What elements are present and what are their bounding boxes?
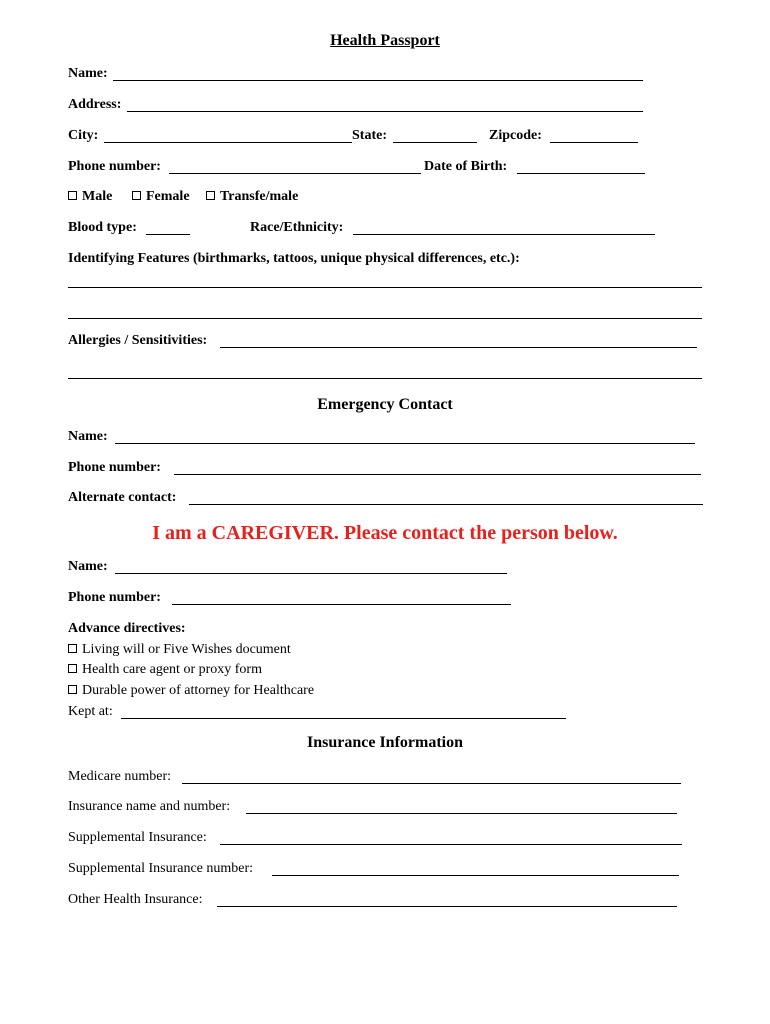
caregiver-phone-label: Phone number: xyxy=(68,590,161,605)
gender-option-female[interactable]: Female xyxy=(132,189,190,205)
alternate-contact-field[interactable] xyxy=(189,504,703,505)
directive-option-proxy-form[interactable]: Health care agent or proxy form xyxy=(68,662,262,678)
other-insurance-label: Other Health Insurance: xyxy=(68,892,203,907)
allergies-label: Allergies / Sensitivities: xyxy=(68,333,208,348)
city-field[interactable] xyxy=(104,142,352,143)
features-field-line-1[interactable] xyxy=(68,287,702,288)
kept-at-field[interactable] xyxy=(121,718,566,719)
proxy-form-checkbox[interactable] xyxy=(68,664,77,673)
allergies-field[interactable] xyxy=(220,347,697,348)
city-label: City: xyxy=(68,128,99,143)
transgender-checkbox[interactable] xyxy=(206,191,215,200)
gender-option-transgender[interactable]: Transfe/male xyxy=(206,189,298,205)
directive-option-living-will[interactable]: Living will or Five Wishes document xyxy=(68,642,291,658)
features-label: Identifying Features (birthmarks, tattoos, unique physical differences, etc.): xyxy=(68,251,520,266)
caregiver-phone-field[interactable] xyxy=(172,604,511,605)
blood-type-field[interactable] xyxy=(146,234,190,235)
address-label: Address: xyxy=(68,97,122,112)
directive-option-power-of-attorney[interactable]: Durable power of attorney for Healthcare xyxy=(68,683,314,699)
alternate-contact-label: Alternate contact: xyxy=(68,490,177,505)
phone-field[interactable] xyxy=(169,173,421,174)
emergency-name-field[interactable] xyxy=(115,443,695,444)
caregiver-name-field[interactable] xyxy=(115,573,507,574)
supplemental-number-field[interactable] xyxy=(272,875,679,876)
other-insurance-field[interactable] xyxy=(217,906,677,907)
supplemental-number-label: Supplemental Insurance number: xyxy=(68,861,254,876)
insurance-heading: Insurance Information xyxy=(306,734,463,751)
emergency-phone-field[interactable] xyxy=(174,474,701,475)
supplemental-insurance-label: Supplemental Insurance: xyxy=(68,830,207,845)
caregiver-banner: I am a CAREGIVER. Please contact the person below. xyxy=(152,522,618,544)
name-label: Name: xyxy=(68,66,108,81)
emergency-heading: Emergency Contact xyxy=(317,396,453,413)
medicare-field[interactable] xyxy=(182,783,681,784)
emergency-phone-label: Phone number: xyxy=(68,460,161,475)
address-field[interactable] xyxy=(127,111,643,112)
male-checkbox[interactable] xyxy=(68,191,77,200)
zipcode-label: Zipcode: xyxy=(489,128,542,143)
race-field[interactable] xyxy=(353,234,655,235)
female-checkbox[interactable] xyxy=(132,191,141,200)
zipcode-field[interactable] xyxy=(550,142,638,143)
living-will-checkbox[interactable] xyxy=(68,644,77,653)
supplemental-insurance-field[interactable] xyxy=(220,844,682,845)
state-label: State: xyxy=(352,128,387,143)
kept-at-label: Kept at: xyxy=(68,704,113,719)
dob-field[interactable] xyxy=(517,173,645,174)
blood-type-label: Blood type: xyxy=(68,220,137,235)
gender-option-male[interactable]: Male xyxy=(68,189,112,205)
insurance-name-field[interactable] xyxy=(246,813,677,814)
state-field[interactable] xyxy=(393,142,477,143)
medicare-label: Medicare number: xyxy=(68,769,172,784)
power-of-attorney-checkbox[interactable] xyxy=(68,685,77,694)
caregiver-name-label: Name: xyxy=(68,559,108,574)
advance-directives-label: Advance directives: xyxy=(68,621,186,636)
phone-label: Phone number: xyxy=(68,159,161,174)
dob-label: Date of Birth: xyxy=(424,159,508,174)
allergies-field-line-2[interactable] xyxy=(68,378,702,379)
emergency-name-label: Name: xyxy=(68,429,108,444)
features-field-line-2[interactable] xyxy=(68,318,702,319)
page-title: Health Passport xyxy=(330,32,440,49)
name-field[interactable] xyxy=(113,80,643,81)
race-label: Race/Ethnicity: xyxy=(250,220,344,235)
insurance-name-label: Insurance name and number: xyxy=(68,799,231,814)
